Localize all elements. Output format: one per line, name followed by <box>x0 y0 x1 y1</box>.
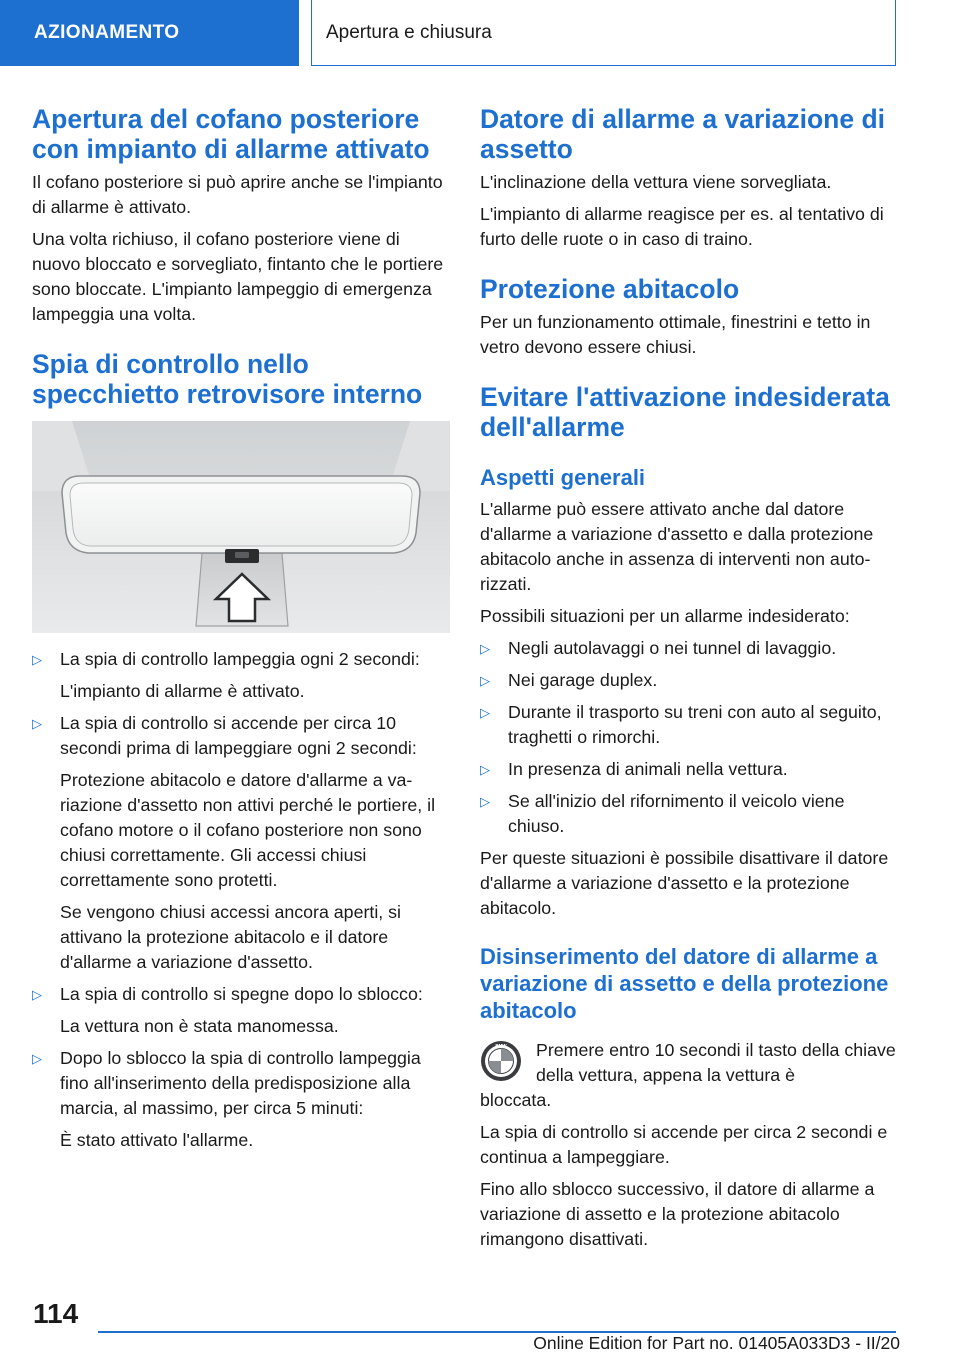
heading-disinserimento: Disinserimento del datore di allarme a variazione di assetto e della protezione abitacolo <box>480 944 889 1023</box>
list-item-result: Protezione abitacolo e datore d'allarme a variazione d'assetto non attivi perché le portiere, il cofano motore o il cofano posteriore non sono chiusi correttamente. Gli accessi chiusi correttamente sono protetti. <box>60 770 436 890</box>
paragraph-spia: La spia di controllo si accende per circa 2 secondi e continua a lampeggiare. <box>480 1122 888 1167</box>
key-button-instruction <box>480 1038 898 1088</box>
list-item-extra: Se vengono chiusi accessi ancora aperti, si attivano la protezione abitacolo e il datore d'allarme a variazione d'assetto. <box>60 902 401 972</box>
list-item-text: Negli autolavaggi o nei tunnel di lavaggio. <box>508 638 837 658</box>
list-item-text: In presenza di animali nella vettura. <box>508 759 788 779</box>
list-item-text: Dopo lo sblocco la spia di controllo lampeggia fino all'inserimento della predisposizione alla marcia, al massimo, per circa 5 minuti: <box>60 1048 421 1118</box>
list-item <box>480 636 898 661</box>
bullet-triangle-icon: ▷ <box>480 705 490 720</box>
paragraph-cofano-1: Il cofano posteriore si può aprire anche se l'impianto di allarme è attivato. <box>32 172 443 217</box>
paragraph-disattivare: Per queste situazioni è possibile disattivare il datore d'allarme a variazione d'assetto e la protezione abitacolo. <box>480 848 889 918</box>
svg-text:BMW: BMW <box>495 1043 507 1049</box>
left-column <box>32 104 450 1160</box>
list-item-text: La spia di controllo si accende per circa 10 secondi prima di lampeggiare ogni 2 secondi: <box>60 713 417 758</box>
heading-cofano: Apertura del cofano posteriore con impianto di allarme attivato <box>32 104 430 164</box>
paragraph-fino: Fino allo sblocco successivo, il datore di allarme a variazione di assetto e la protezione abitacolo rimangono disattivati. <box>480 1179 875 1249</box>
paragraph-cofano-2: Una volta richiuso, il cofano posteriore viene di nuovo bloccato e sorvegliato, fintanto che le portiere sono bloccate. L'impianto lampeggio di emergenza lampeggia una volta. <box>32 229 444 324</box>
list-item-text: Se all'inizio del rifornimento il veicolo viene chiuso. <box>508 791 845 836</box>
bullet-triangle-icon: ▷ <box>32 716 42 731</box>
bullet-triangle-icon: ▷ <box>32 652 42 667</box>
bullet-triangle-icon: ▷ <box>480 762 490 777</box>
list-item <box>32 647 450 704</box>
heading-protezione: Protezione abitacolo <box>480 274 740 304</box>
heading-datore: Datore di allarme a variazione di assetto <box>480 104 886 164</box>
list-item <box>480 668 898 693</box>
heading-spia: Spia di controllo nello specchietto retrovisore interno <box>32 349 423 409</box>
right-column <box>480 104 898 1259</box>
list-item <box>480 789 898 839</box>
paragraph-aspetti-1: L'allarme può essere attivato anche dal datore d'allarme a variazione d'assetto e dalla protezione abitacolo anche in assenza di interventi non autorizzati. <box>480 499 874 594</box>
paragraph-datore-1: L'inclinazione della vettura viene sorvegliata. <box>480 172 832 192</box>
page-number: 114 <box>33 1298 79 1329</box>
list-item-text: La spia di controllo lampeggia ogni 2 secondi: <box>60 649 420 669</box>
list-item <box>32 1046 450 1153</box>
list-item-result: La vettura non è stata manomessa. <box>60 1016 339 1036</box>
list-item-text: Nei garage duplex. <box>508 670 658 690</box>
bullet-triangle-icon: ▷ <box>32 1051 42 1066</box>
bullet-triangle-icon: ▷ <box>480 794 490 809</box>
situations-list <box>480 636 898 839</box>
heading-evitare: Evitare l'attivazione indesiderata dell'allarme <box>480 382 890 442</box>
header-section-label: AZIONAMENTO <box>34 22 180 43</box>
header-topic-box <box>311 0 896 66</box>
paragraph-premere-cont: bloccata. <box>480 1090 552 1110</box>
bmw-key-button-icon <box>480 1040 522 1082</box>
rear-view-mirror-illustration <box>32 421 450 633</box>
header-section-tab <box>0 0 299 66</box>
footer-edition: Online Edition for Part no. 01405A033D3 - II/20 <box>533 1333 900 1353</box>
list-item <box>32 982 450 1039</box>
list-item-text: La spia di controllo si spegne dopo lo sblocco: <box>60 984 423 1004</box>
list-item-result: L'impianto di allarme è attivato. <box>60 681 305 701</box>
list-item-result: È stato attivato l'allarme. <box>60 1130 254 1150</box>
bullet-triangle-icon: ▷ <box>480 641 490 656</box>
paragraph-protezione: Per un funzionamento ottimale, finestrini e tetto in vetro devono essere chiusi. <box>480 312 871 357</box>
bullet-triangle-icon: ▷ <box>32 987 42 1002</box>
heading-aspetti: Aspetti generali <box>480 465 646 490</box>
list-item <box>32 711 450 975</box>
paragraph-aspetti-2: Possibili situazioni per un allarme indesiderato: <box>480 606 850 626</box>
paragraph-premere: Premere entro 10 secondi il tasto della chiave della vettura, appena la vettura è <box>536 1040 896 1085</box>
header-topic-label: Apertura e chiusura <box>326 21 492 43</box>
list-item <box>480 757 898 782</box>
bullet-triangle-icon: ▷ <box>480 673 490 688</box>
spia-list <box>32 647 450 1153</box>
list-item-text: Durante il trasporto su treni con auto al seguito, traghetti o rimorchi. <box>508 702 882 747</box>
list-item <box>480 700 898 750</box>
paragraph-datore-2: L'impianto di allarme reagisce per es. al tentativo di furto delle ruote o in caso di traino. <box>480 204 884 249</box>
